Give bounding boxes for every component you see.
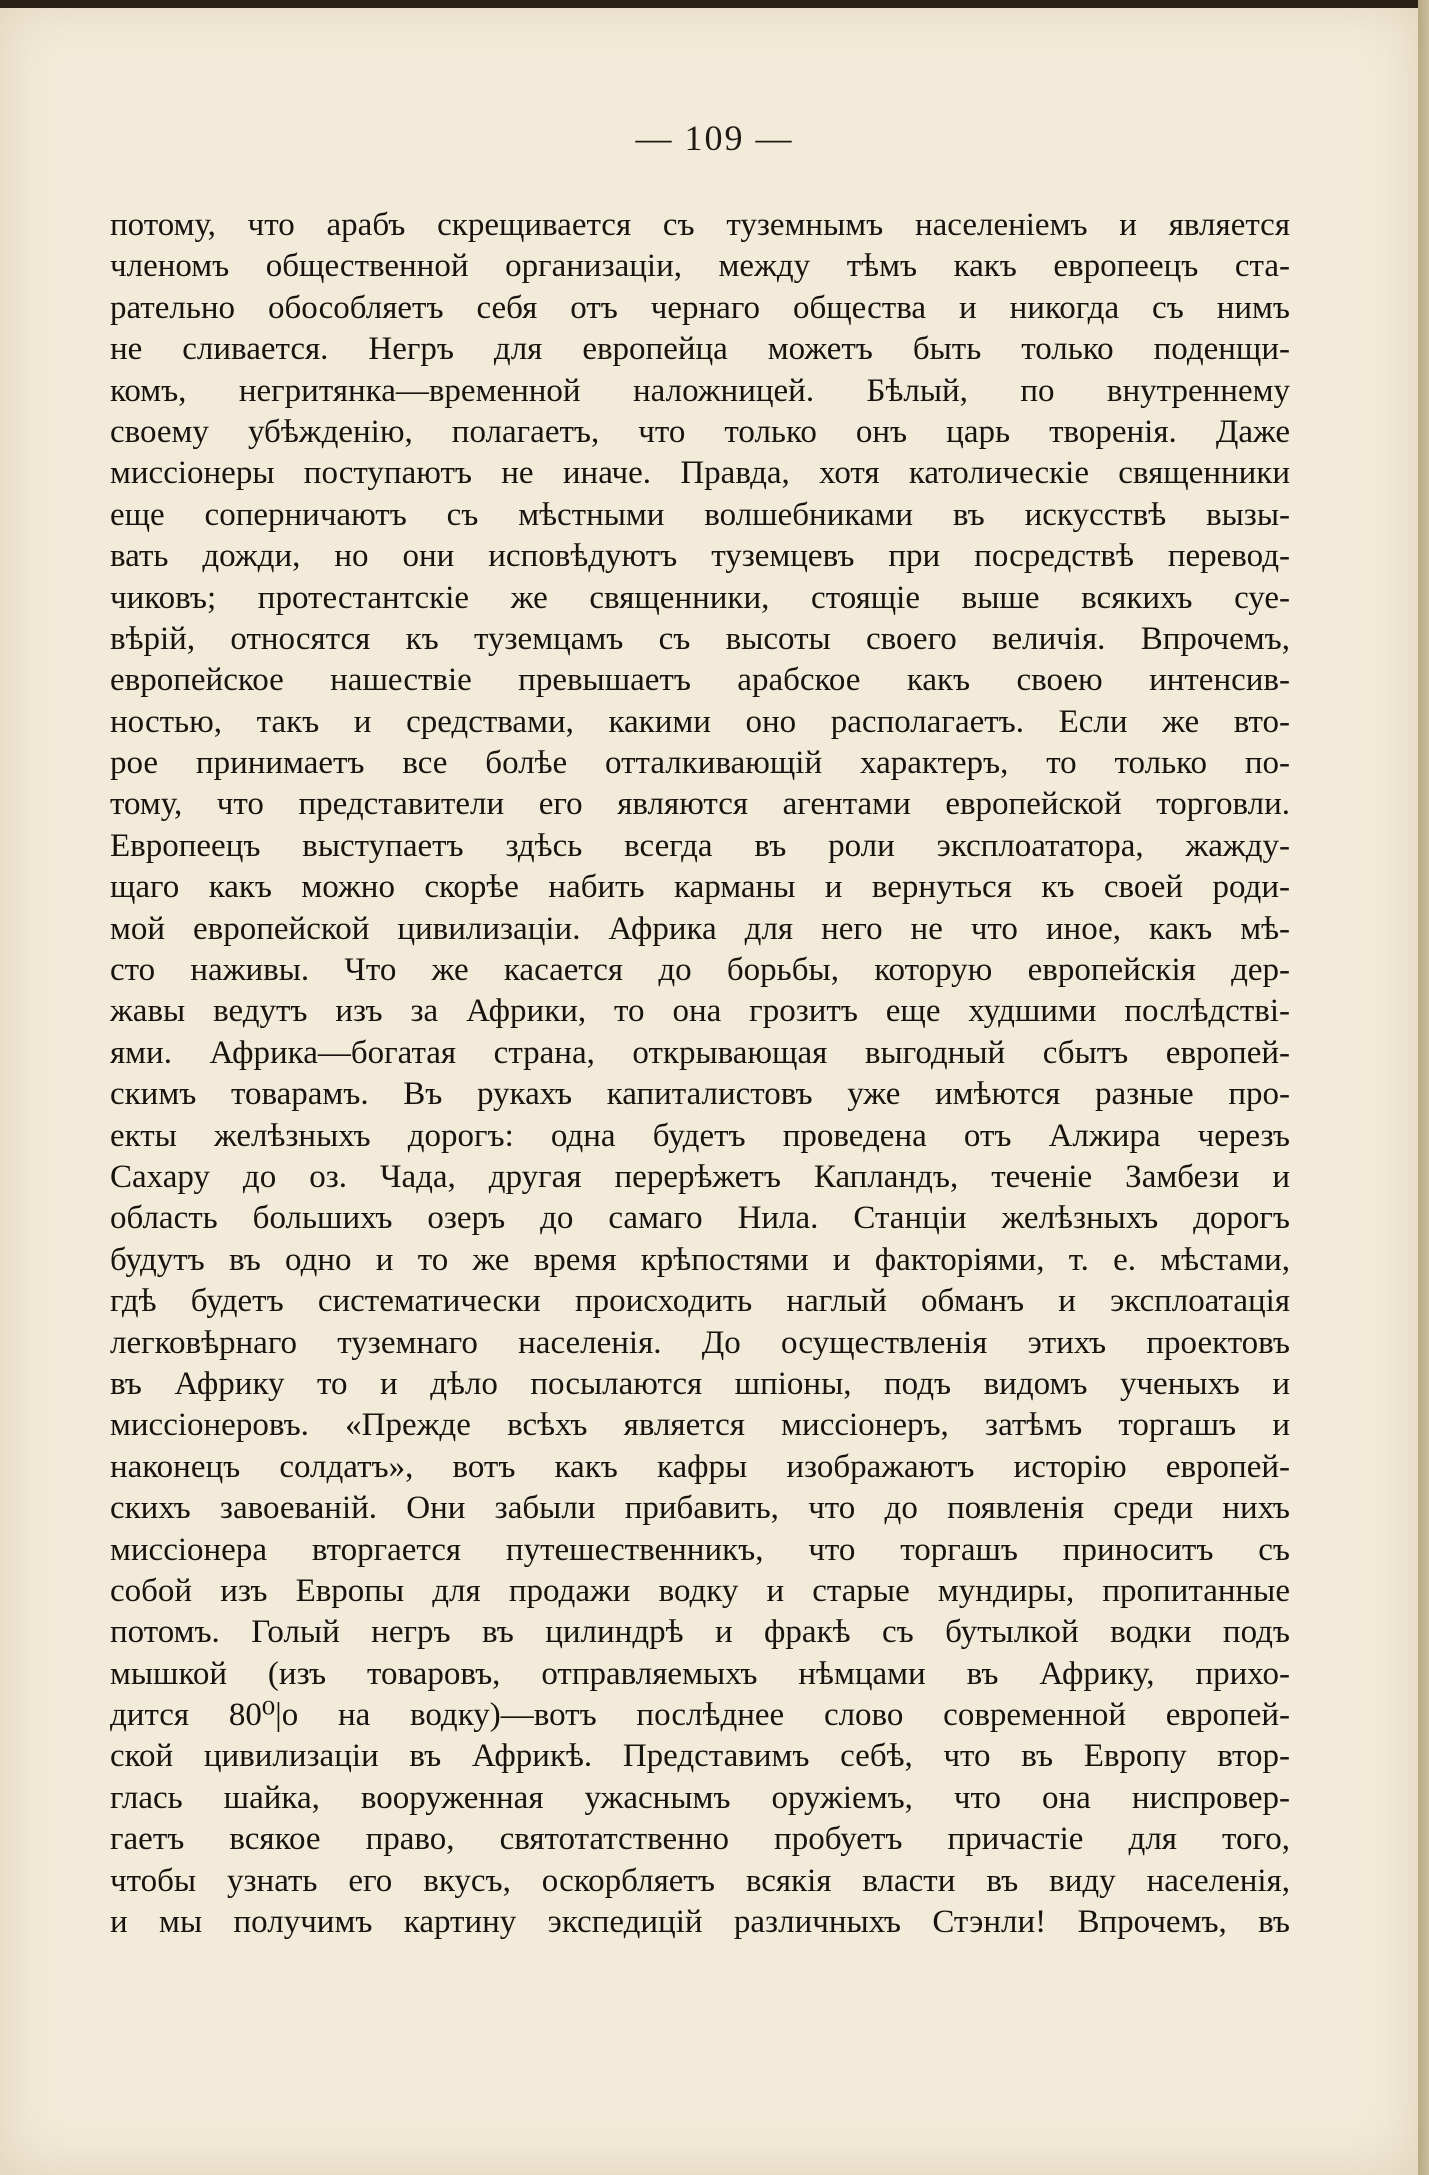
text-line: легковѣрнаго туземнаго населенія. До осуществленія этихъ проектовъ	[110, 1324, 1290, 1361]
text-line: рательно обособляетъ себя отъ чернаго общества и никогда съ нимъ	[110, 289, 1290, 326]
text-line: жавы ведутъ изъ за Африки, то она грозитъ еще худшими послѣдстві-	[110, 993, 1290, 1030]
text-line: миссіонеровъ. «Прежде всѣхъ является миссіонеръ, затѣмъ торгашъ и	[110, 1407, 1290, 1444]
text-line: въ Африку то и дѣло посылаются шпіоны, подъ видомъ ученыхъ и	[110, 1365, 1290, 1402]
text-line: членомъ общественной организаціи, между тѣмъ какъ европеецъ ста-	[110, 248, 1290, 285]
text-line: мой европейской цивилизаціи. Африка для него не что иное, какъ мѣ-	[110, 910, 1290, 947]
text-line: Европеецъ выступаетъ здѣсь всегда въ роли эксплоататора, жажду-	[110, 827, 1290, 864]
text-line: потому, что арабъ скрещивается съ туземнымъ населеніемъ и является	[110, 207, 1290, 243]
text-line: глась шайка, вооруженная ужаснымъ оружіемъ, что она ниспровер-	[110, 1779, 1290, 1816]
text-line: еще соперничаютъ съ мѣстными волшебниками въ искусствѣ вызы-	[110, 496, 1290, 533]
text-line: чтобы узнать его вкусъ, оскорбляетъ всякія власти въ виду населенія,	[110, 1862, 1290, 1899]
text-line: своему убѣжденію, полагаетъ, что только онъ царь творенія. Даже	[110, 413, 1290, 450]
text-line: вѣрій, относятся къ туземцамъ съ высоты своего величія. Впрочемъ,	[110, 620, 1290, 657]
text-line: скимъ товарамъ. Въ рукахъ капиталистовъ уже имѣются разные про-	[110, 1076, 1290, 1113]
text-line: сто наживы. Что же касается до борьбы, которую европейскія дер-	[110, 952, 1290, 989]
text-line: ностью, такъ и средствами, какими оно располагаетъ. Если же вто-	[110, 703, 1290, 740]
text-line: европейское нашествіе превышаетъ арабское какъ своею интенсив-	[110, 662, 1290, 699]
text-line: и мы получимъ картину экспедицій различныхъ Стэнли! Впрочемъ, въ	[110, 1904, 1290, 1941]
text-line: ями. Африка—богатая страна, открывающая выгодный сбытъ европей-	[110, 1034, 1290, 1071]
text-line: наконецъ солдатъ», вотъ какъ кафры изображаютъ исторію европей-	[110, 1448, 1290, 1485]
body-text	[110, 205, 1290, 1943]
text-line: потомъ. Голый негръ въ цилиндрѣ и фракѣ съ бутылкой водки подъ	[110, 1614, 1290, 1651]
text-line: комъ, негритянка—временной наложницей. Бѣлый, по внутреннему	[110, 372, 1290, 409]
text-line: гаетъ всякое право, святотатственно пробуетъ причастіе для того,	[110, 1821, 1290, 1858]
text-line: гдѣ будетъ систематически происходить наглый обманъ и эксплоатація	[110, 1283, 1290, 1320]
text-line: чиковъ; протестантскіе же священники, стоящіе выше всякихъ суе-	[110, 579, 1290, 616]
text-line: миссіонеры поступаютъ не иначе. Правда, хотя католическіе священники	[110, 455, 1290, 492]
text-line: рое принимаетъ все болѣе отталкивающій характеръ, то только по-	[110, 745, 1290, 782]
text-line: скихъ завоеваній. Они забыли прибавить, что до появленія среди нихъ	[110, 1490, 1290, 1527]
text-line: тому, что представители его являются агентами европейской торговли.	[110, 786, 1290, 823]
page-number: — 109 —	[635, 118, 794, 158]
scan-right-edge	[1418, 0, 1429, 2175]
text-line: мышкой (изъ товаровъ, отправляемыхъ нѣмцами въ Африку, прихо-	[110, 1655, 1290, 1692]
text-line: будутъ въ одно и то же время крѣпостями и факторіями, т. е. мѣстами,	[110, 1241, 1290, 1278]
text-line: вать дожди, но они исповѣдуютъ туземцевъ при посредствѣ перевод-	[110, 538, 1290, 575]
scan-top-edge	[0, 0, 1429, 8]
text-line: не сливается. Негръ для европейца можетъ быть только поденщи-	[110, 331, 1290, 368]
text-line: дится 80⁰|о на водку)—вотъ послѣднее слово современной европей-	[110, 1697, 1290, 1734]
text-line: щаго какъ можно скорѣе набить карманы и вернуться къ своей роди-	[110, 869, 1290, 906]
text-line: Сахару до оз. Чада, другая перерѣжетъ Капландъ, теченіе Замбези и	[110, 1158, 1290, 1195]
text-line: область большихъ озеръ до самаго Нила. Станціи желѣзныхъ дорогъ	[110, 1200, 1290, 1237]
text-line: миссіонера вторгается путешественникъ, что торгашъ приноситъ съ	[110, 1531, 1290, 1568]
text-line: ской цивилизаціи въ Африкѣ. Представимъ себѣ, что въ Европу втор-	[110, 1738, 1290, 1775]
text-line: собой изъ Европы для продажи водку и старые мундиры, пропитанные	[110, 1572, 1290, 1609]
text-line: екты желѣзныхъ дорогъ: одна будетъ проведена отъ Алжира черезъ	[110, 1117, 1290, 1154]
